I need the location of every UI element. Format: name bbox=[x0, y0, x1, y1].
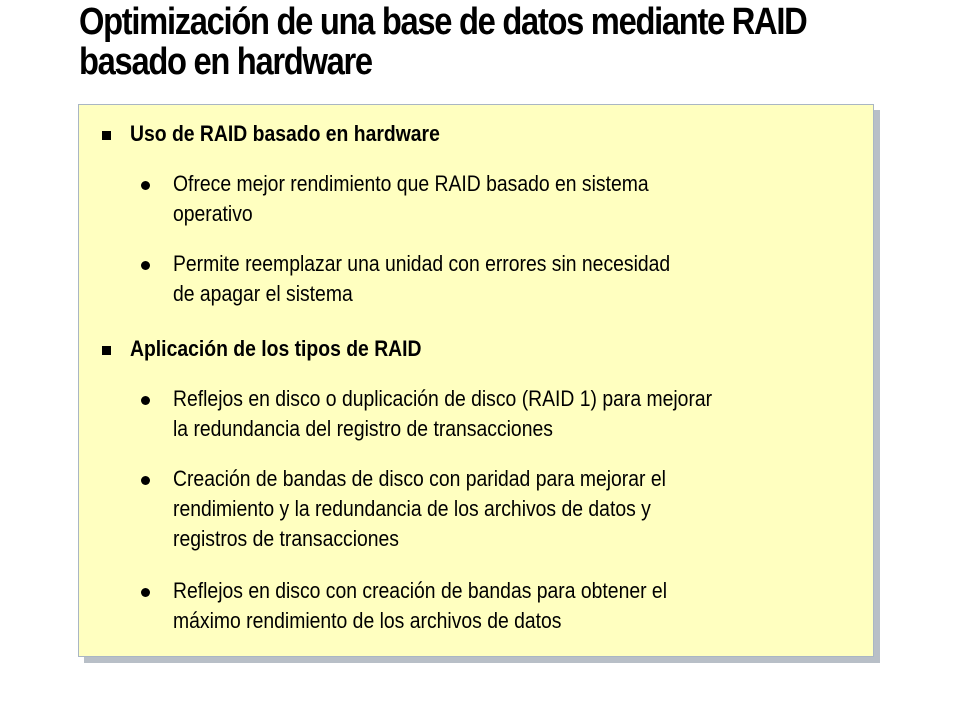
list-item-line: de apagar el sistema bbox=[173, 281, 353, 306]
round-bullet-icon bbox=[141, 181, 150, 190]
section-heading-1: Uso de RAID basado en hardware bbox=[130, 121, 440, 146]
square-bullet-icon bbox=[102, 131, 111, 140]
list-item-line: Permite reemplazar una unidad con errores sin necesidad bbox=[173, 251, 671, 276]
list-item bbox=[173, 464, 666, 554]
slide-title bbox=[79, 2, 939, 82]
list-item bbox=[173, 384, 712, 444]
content-box bbox=[78, 104, 874, 657]
round-bullet-icon bbox=[141, 396, 150, 405]
list-item bbox=[173, 169, 649, 229]
list-item bbox=[173, 576, 667, 636]
list-item-line: máximo rendimiento de los archivos de datos bbox=[173, 608, 562, 633]
list-item bbox=[173, 249, 670, 309]
square-bullet-icon bbox=[102, 346, 111, 355]
list-item-line: Reflejos en disco con creación de bandas para obtener el bbox=[173, 578, 668, 603]
bullet-list bbox=[79, 105, 873, 656]
slide-title-line-2: basado en hardware bbox=[79, 41, 372, 83]
slide-title-line-1: Optimización de una base de datos mediante RAID bbox=[79, 1, 807, 43]
list-item-line: Ofrece mejor rendimiento que RAID basado en sistema bbox=[173, 171, 649, 196]
round-bullet-icon bbox=[141, 588, 150, 597]
section-heading-2: Aplicación de los tipos de RAID bbox=[130, 336, 422, 361]
round-bullet-icon bbox=[141, 261, 150, 270]
list-item-line: la redundancia del registro de transacciones bbox=[173, 416, 553, 441]
list-item-line: rendimiento y la redundancia de los archivos de datos y bbox=[173, 496, 651, 521]
round-bullet-icon bbox=[141, 476, 150, 485]
list-item-line: operativo bbox=[173, 201, 253, 226]
list-item-line: Creación de bandas de disco con paridad para mejorar el bbox=[173, 466, 666, 491]
list-item-line: registros de transacciones bbox=[173, 526, 399, 551]
list-item-line: Reflejos en disco o duplicación de disco (RAID 1) para mejorar bbox=[173, 386, 713, 411]
